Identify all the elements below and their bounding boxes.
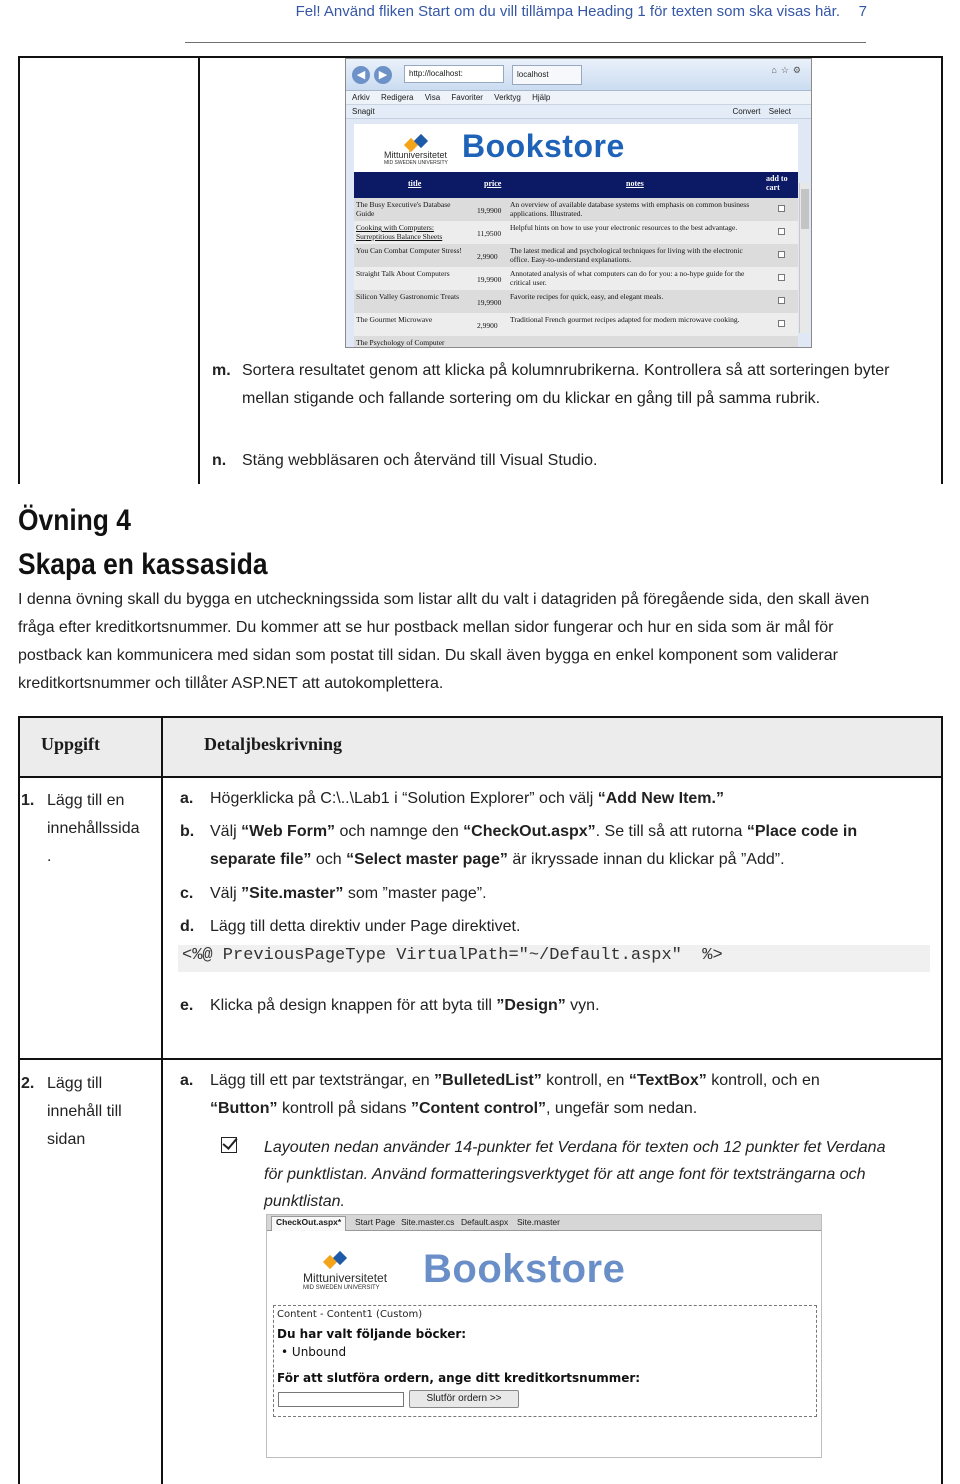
logo-name: Mittuniversitetet (384, 150, 448, 160)
tab-checkout[interactable]: CheckOut.aspx* (271, 1216, 346, 1231)
menu-item: Redigera (381, 93, 414, 102)
task2-name: Lägg till innehåll till sidan (47, 1075, 122, 1148)
add-to-cart-checkbox[interactable] (778, 320, 785, 327)
forward-icon: ▶ (374, 66, 392, 84)
table-row: The Busy Executive's Database Guide 19,9900 An overview of available database systems with emphasis on common business applications. Illustrated. (354, 198, 798, 221)
menu-item: Favoriter (451, 93, 483, 102)
tab-start-page[interactable]: Start Page (355, 1217, 396, 1227)
add-to-cart-checkbox[interactable] (778, 274, 785, 281)
task2-a: a. (180, 1072, 194, 1089)
task1-e-text: Klicka på design knappen för att byta till ”Design” vyn. (210, 997, 600, 1014)
column-title[interactable]: title (408, 179, 422, 188)
tab-default[interactable]: Default.aspx (461, 1217, 509, 1227)
browser-scrollbar[interactable] (799, 183, 809, 333)
window-controls: ⌂☆⚙ (771, 65, 805, 75)
complete-order-button[interactable]: Slutför ordern >> (409, 1390, 519, 1408)
add-to-cart-checkbox[interactable] (778, 228, 785, 235)
university-logo-icon (323, 1251, 351, 1273)
browser-menubar (346, 91, 811, 105)
table-column-divider (198, 58, 200, 484)
logo-sub: MID SWEDEN UNIVERSITY (303, 1285, 380, 1291)
task1-c-text: Välj ”Site.master” som ”master page”. (210, 885, 487, 902)
add-to-cart-checkbox[interactable] (778, 205, 785, 212)
task1-a-text: Högerklicka på C:\..\Lab1 i “Solution Explorer” och välj “Add New Item.” (210, 790, 724, 807)
task-table-header (20, 718, 941, 778)
table-row: Cooking with Computers: Surreptitious Balance Sheets 11,9500 Helpful hints on how to use your electronic resources to the best advantage. (354, 221, 798, 244)
credit-card-textbox[interactable] (278, 1392, 404, 1407)
column-price[interactable]: price (484, 179, 502, 188)
bookstore-banner (354, 124, 798, 172)
column-notes[interactable]: notes (626, 179, 644, 188)
selected-books-heading: Du har valt följande böcker: (277, 1327, 467, 1341)
page-number: 7 (858, 3, 867, 20)
exercise-heading: Övning 4 (18, 504, 131, 537)
task1-a: a. (180, 790, 194, 807)
task1-number: 1. (21, 792, 35, 809)
bulleted-list: • Unbound (281, 1345, 347, 1359)
task1-c: c. (180, 885, 194, 902)
menu-item: Arkiv (352, 93, 370, 102)
designer-tabs (267, 1215, 821, 1231)
credit-card-heading: För att slutföra ordern, ange ditt kreditkortsnummer: (277, 1371, 641, 1385)
logo-sub: MID SWEDEN UNIVERSITY (384, 160, 448, 166)
browser-screenshot (345, 58, 812, 348)
task-column-divider (161, 718, 163, 1484)
task1-e: e. (180, 997, 194, 1014)
task1-d: d. (180, 918, 195, 935)
table-row: The Psychology of Computer (354, 336, 798, 348)
menu-item: Visa (424, 93, 441, 102)
logo-name: Mittuniversitetet (303, 1271, 388, 1285)
table-row: Straight Talk About Computers 19,9900 Annotated analysis of what computers can do for you: a no-hype guide for the critical user. (354, 267, 798, 290)
bookstore-title: Bookstore (423, 1247, 626, 1291)
task1-d-text: Lägg till detta direktiv under Page direktivet. (210, 918, 521, 935)
column-header-task: Uppgift (41, 734, 101, 754)
task1-b: b. (180, 823, 195, 840)
browser-tab: localhost (512, 65, 582, 85)
table-row: The Gourmet Microwave 2,9900 Traditional French gourmet recipes adapted for modern microwave cooking. (354, 313, 798, 336)
back-icon: ◀ (352, 66, 370, 84)
address-bar: http://localhost: (404, 65, 504, 83)
tab-site-master-cs[interactable]: Site.master.cs (401, 1217, 455, 1227)
snagit-label: Snagit (352, 107, 375, 116)
table-row: Silicon Valley Gastronomic Treats 19,9900 Favorite recipes for quick, easy, and elegant meals. (354, 290, 798, 313)
checkmark-icon (221, 1137, 237, 1153)
layout-note: Layouten nedan använder 14-punkter fet Verdana för texten och 12 punkter fet Verdana för punktlistan. Använd formatteringsverktyget för att ange font för textsträngarna och punktlistan. (264, 1139, 886, 1210)
designer-screenshot (266, 1214, 822, 1458)
column-add-to-cart: add to cart (766, 174, 788, 192)
convert-label: Convert (732, 107, 761, 116)
grid-header (354, 172, 798, 198)
menu-item: Verktyg (494, 93, 521, 102)
tab-site-master[interactable]: Site.master (517, 1217, 560, 1227)
add-to-cart-checkbox[interactable] (778, 297, 785, 304)
intro-paragraph: I denna övning skall du bygga en utcheckningssida som listar allt du valt i datagriden på föregående sida, den skall även fråga efter kreditkortsnummer. Du kommer att se hur postback mellan sidor fungerar och hur en sida som är mål för postback kan kommunicera med sidan som postat till sidan. Du skall även bygga en enkel komponent som validerar kreditkortsnummer och tillåter ASP.NET att autokomplettera. (18, 591, 870, 692)
task1-name: Lägg till en innehållssida . (47, 792, 140, 865)
column-header-description: Detaljbeskrivning (204, 734, 343, 754)
table-row: You Can Combat Computer Stress! 2,9900 The latest medical and psychological techniques for living with the electronic office. Easy-to-understand explanations. (354, 244, 798, 267)
content-label: Content - Content1 (Custom) (277, 1309, 423, 1320)
code-directive: <%@ PreviousPageType VirtualPath="~/Default.aspx" %> (178, 945, 930, 972)
select-label: Select (768, 107, 791, 116)
designer-banner (267, 1231, 822, 1307)
bookstore-title: Bookstore (462, 128, 625, 164)
exercise-subheading: Skapa en kassasida (18, 548, 268, 581)
task1-b-text: Välj “Web Form” och namnge den “CheckOut.aspx”. Se till så att rutorna “Place code in separate file” och “Select master page” är ikryssade innan du klickar på ”Add”. (210, 823, 858, 868)
browser-content (354, 124, 798, 348)
browser-toolbar (346, 105, 811, 119)
add-to-cart-checkbox[interactable] (778, 251, 785, 258)
browser-titlebar (346, 59, 811, 91)
header-rule (185, 42, 866, 43)
books-grid (354, 172, 798, 348)
page-header (0, 0, 960, 30)
task2-a-text: Lägg till ett par textsträngar, en ”BulletedList” kontroll, en “TextBox” kontroll, och en “Button” kontroll på sidans ”Content control”, ungefär som nedan. (210, 1072, 820, 1117)
task2-number: 2. (21, 1075, 35, 1092)
menu-item: Hjälp (532, 93, 551, 102)
row-divider (20, 1058, 941, 1060)
header-error-text: Fel! Använd fliken Start om du vill tillämpa Heading 1 för texten som ska visas här. (295, 3, 840, 20)
